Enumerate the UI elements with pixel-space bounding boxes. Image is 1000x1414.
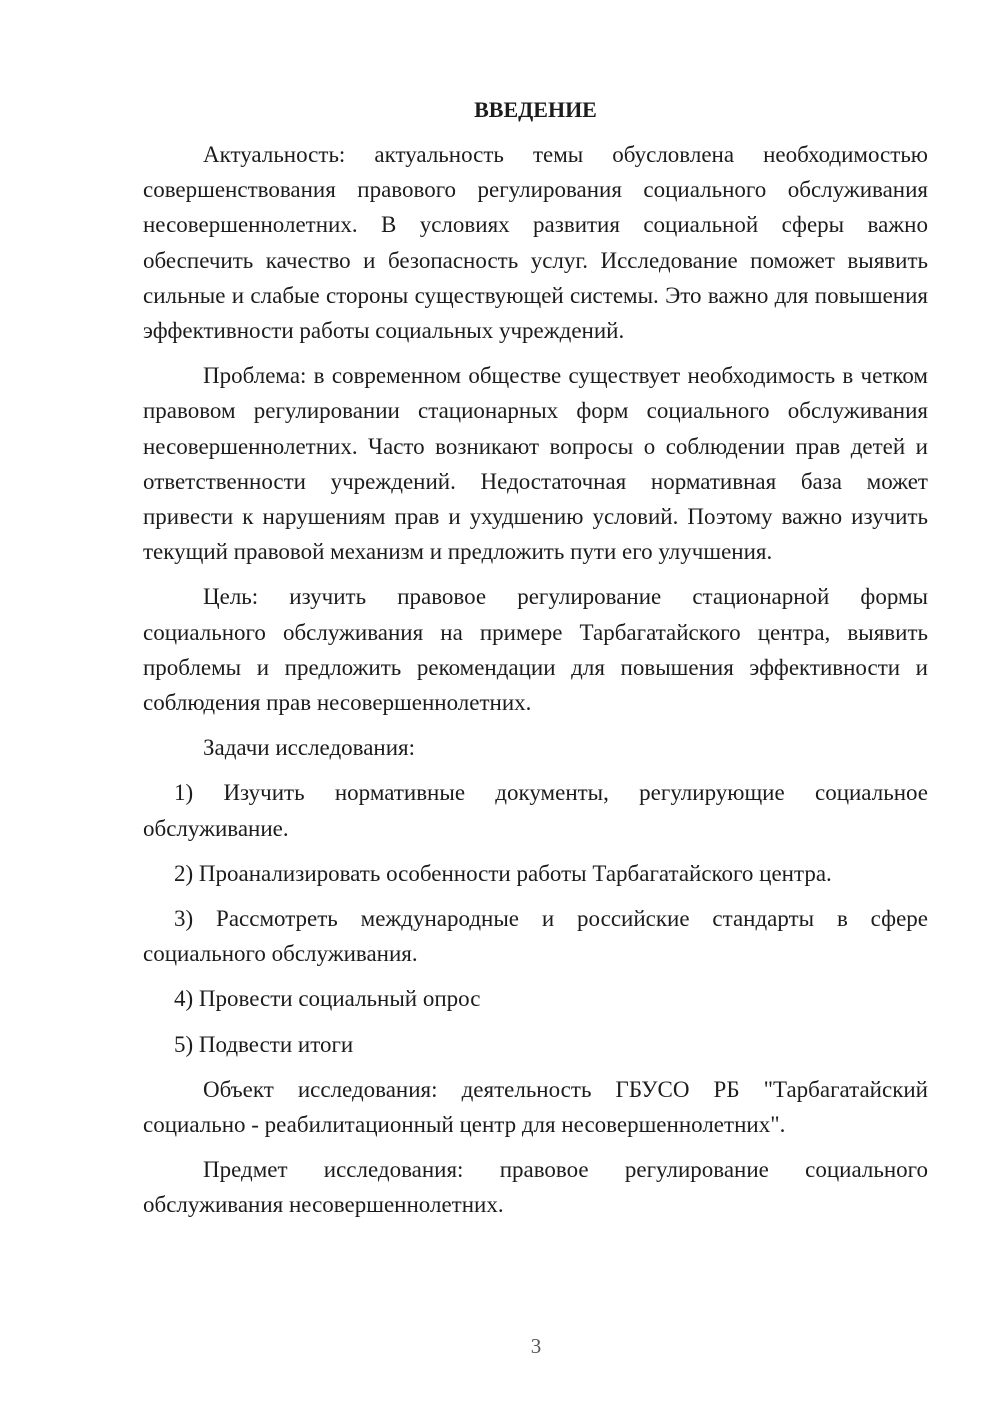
goal-paragraph: Цель: изучить правовое регулирование стационарной формы социального обслуживания на примере Тарбагатайского центра, выявить проблемы и предложить рекомендации для повышения эффективности и соблюдения прав несовершеннолетних. — [143, 584, 928, 716]
subject-paragraph: Предмет исследования: правовое регулирование социального обслуживания несовершеннолетних. — [143, 1157, 928, 1218]
section-title: ВВЕДЕНИЕ — [474, 97, 597, 122]
relevance-paragraph: Актуальность: актуальность темы обусловлена необходимостью совершенствования правового регулирования социального обслуживания несовершеннолетних. В условиях развития социальной сферы важно обеспечить качество и безопасность услуг. Исследование поможет выявить сильные и слабые стороны существующей системы. Это важно для повышения эффективности работы социальных учреждений. — [143, 142, 928, 344]
task-item: 3) Рассмотреть международные и российские стандарты в сфере социального обслуживания. — [143, 906, 928, 967]
task-item: 4) Провести социальный опрос — [174, 986, 481, 1012]
task-item: 1) Изучить нормативные документы, регулирующие социальное обслуживание. — [143, 780, 928, 841]
page-number: 3 — [530, 1334, 542, 1358]
problem-paragraph: Проблема: в современном обществе существует необходимость в четком правовом регулировании стационарных форм социального обслуживания несовершеннолетних. Часто возникают вопросы о соблюдении прав детей и ответственности учреждений. Недостаточная нормативная база может привести к нарушениям прав и ухудшению условий. Поэтому важно изучить текущий правовой механизм и предложить пути его улучшения. — [143, 363, 928, 565]
tasks-heading: Задачи исследования: — [203, 735, 416, 761]
page-content — [143, 95, 928, 1233]
object-paragraph: Объект исследования: деятельность ГБУСО РБ "Тарбагатайский социально - реабилитационный центр для несовершеннолетних". — [143, 1076, 928, 1138]
task-item: 5) Подвести итоги — [174, 1031, 354, 1057]
task-item: 2) Проанализировать особенности работы Тарбагатайского центра. — [174, 860, 832, 886]
